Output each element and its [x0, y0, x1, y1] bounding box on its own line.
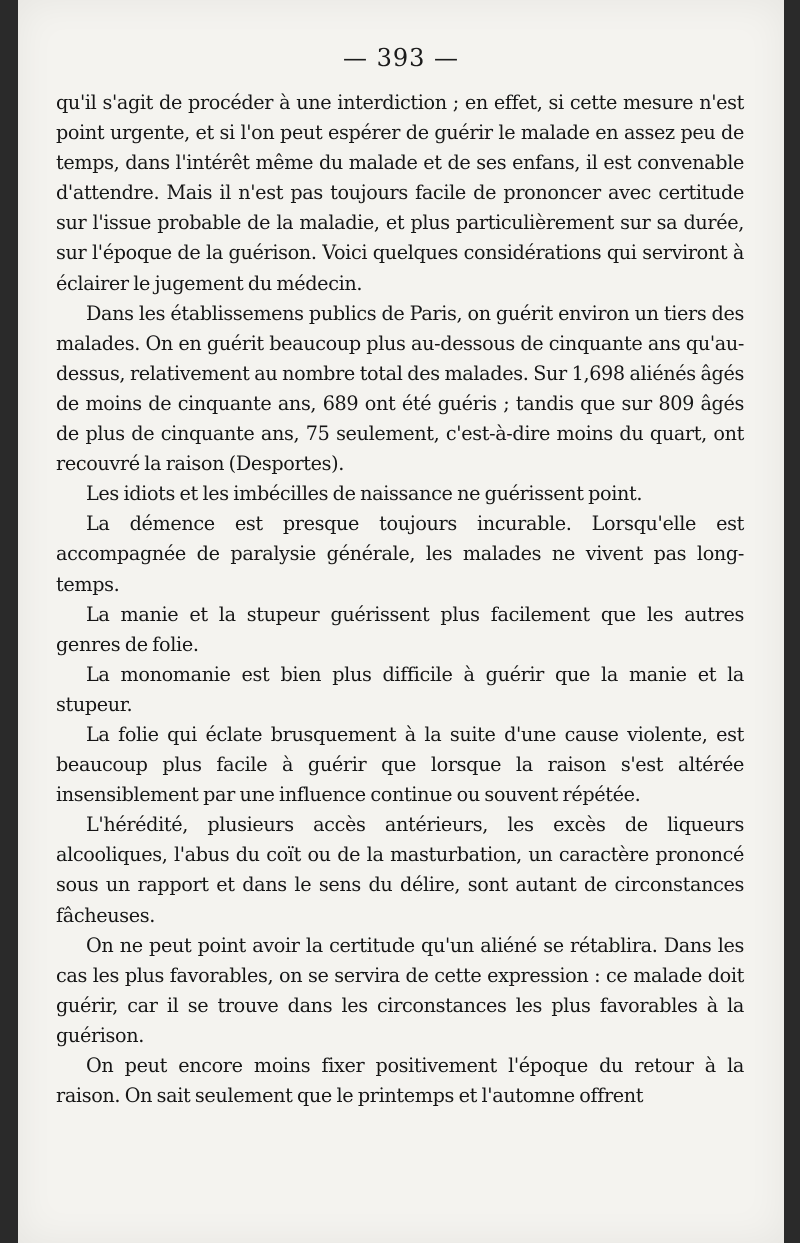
paragraph-4: La démence est presque toujours incurable. Lorsqu'elle est accompagnée de paralysie générale, les malades ne vivent pas long-temps. — [56, 512, 744, 596]
paragraph-8: L'hérédité, plusieurs accès antérieurs, les excès de liqueurs alcooliques, l'abus du coït ou de la masturbation, un caractère prononcé sous un rapport et dans le sens du délire, sont autant de circonstances fâcheuses. — [56, 813, 744, 927]
paragraph-10: On peut encore moins fixer positivement l'époque du retour à la raison. On sait seulement que le printemps et l'automne offrent — [56, 1054, 744, 1108]
book-page — [18, 0, 784, 1243]
paragraph-5: La manie et la stupeur guérissent plus facilement que les autres genres de folie. — [56, 602, 744, 656]
paragraph-2: Dans les établissemens publics de Paris, on guérit environ un tiers des malades. On en guérit beaucoup plus au-dessous de cinquante ans qu'au-dessus, relativement au nombre total des malades. Sur 1,698 aliénés âgés de moins de cinquante ans, 689 ont été guéris ; tandis que sur 809 âgés de plus de cinquante ans, 75 seulement, c'est-à-dire moins du quart, ont recouvré la raison (Desportes). — [56, 301, 744, 476]
paragraph-7: La folie qui éclate brusquement à la suite d'une cause violente, est beaucoup plus facile à guérir que lorsque la raison s'est altérée insensiblement par une influence continue ou souvent répétée. — [56, 722, 744, 807]
paragraph-3: Les idiots et les imbécilles de naissance ne guérissent point. — [86, 482, 643, 506]
page-number: — 393 — — [342, 44, 460, 72]
paragraph-1: qu'il s'agit de procéder à une interdiction ; en effet, si cette mesure n'est point urgente, et si l'on peut espérer de guérir le malade en assez peu de temps, dans l'intérêt même du malade et de ses enfans, il est convenable d'attendre. Mais il n'est pas toujours facile de prononcer avec certitude sur l'issue probable de la maladie, et plus particulièrement sur sa durée, sur l'époque de la guérison. Voici quelques considérations qui serviront à éclairer le jugement du médecin. — [56, 91, 744, 295]
body-text — [56, 88, 744, 1111]
paragraph-9: On ne peut point avoir la certitude qu'un aliéné se rétablira. Dans les cas les plus favorables, on se servira de cette expression : ce malade doit guérir, car il se trouve dans les circonstances les plus favorables à la guérison. — [56, 933, 744, 1047]
paragraph-6: La monomanie est bien plus difficile à guérir que la manie et la stupeur. — [56, 662, 744, 716]
